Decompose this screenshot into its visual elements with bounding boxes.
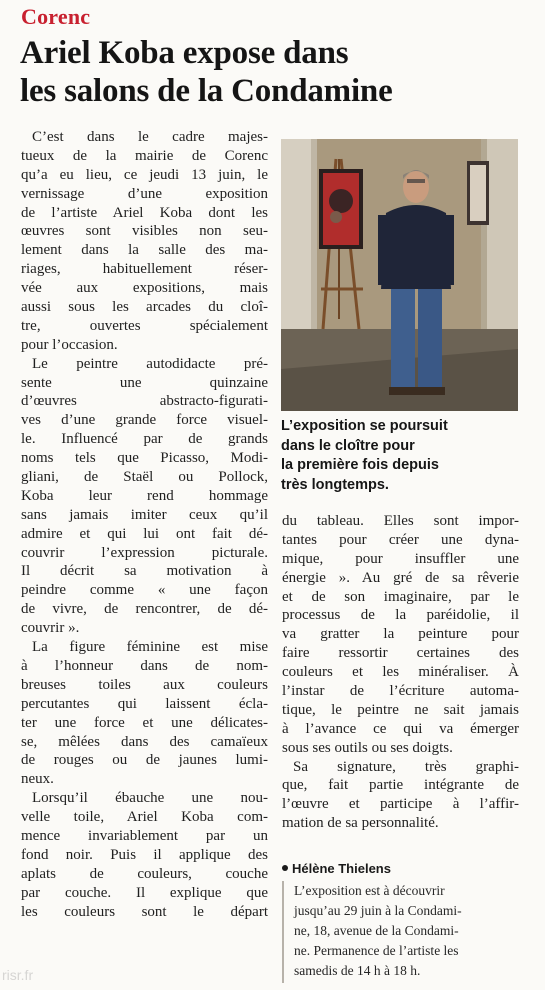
headline	[20, 34, 540, 110]
article-line: l’instar de l’écriture automa-	[282, 683, 519, 700]
article-line: couvrir l’expression picturale.	[21, 544, 268, 561]
article-line: mence invariablement par un	[21, 827, 268, 844]
info-line: jusqu’au 29 juin à la Condami-	[294, 903, 462, 918]
article-line: Sa signature, très graphi-	[293, 758, 519, 775]
headline-line: Ariel Koba expose dans	[20, 35, 349, 71]
article-line: de l’artiste Ariel Koba dont les	[21, 204, 268, 221]
article-line: vée aux expositions, mais	[21, 280, 268, 297]
article-line: C’est dans le cadre majes-	[32, 129, 268, 145]
article-line: tueux de la mairie de Corenc	[21, 147, 268, 164]
article-line: noms tels que Picasso, Modi-	[21, 450, 268, 467]
caption-line: dans le cloître pour	[281, 437, 415, 454]
article-line: ter une force et une délicates-	[21, 714, 268, 731]
article-line: mique, pour insuffler une	[282, 550, 519, 567]
info-line: ne, 18, avenue de la Condami-	[294, 923, 459, 938]
author-byline	[282, 861, 391, 876]
article-line: Koba leur rend hommage	[21, 487, 268, 504]
article-line: à l’honneur dans de nom-	[21, 657, 268, 674]
article-line: faire ressortir certaines des	[282, 645, 519, 662]
article-line: processus de la paréidolie, il	[282, 607, 519, 624]
article-line: les couleurs sont le départ	[21, 903, 268, 920]
article-line: aplats de couleurs, couche	[21, 865, 268, 882]
info-line: ne. Permanence de l’artiste les	[294, 943, 459, 958]
article-line: va gratter la peinture pour	[282, 626, 519, 643]
article-line: admire et qui lui ont fait dé-	[21, 525, 268, 542]
article-line: couvrir ».	[21, 620, 80, 637]
article-line: à l’avance ce qui va émerger	[282, 720, 519, 737]
article-line: œuvres sont visibles non seu-	[21, 223, 268, 240]
article-line: Lorsqu’il ébauche une nou-	[32, 790, 268, 807]
article-line: énergie ». Au gré de sa rêverie	[282, 569, 519, 586]
watermark: risr.fr	[2, 967, 34, 983]
article-column-2	[282, 512, 519, 833]
article-line: lement dans la salle des ma-	[21, 242, 268, 259]
headline-line: les salons de la Condamine	[20, 73, 393, 109]
article-line: mation de sa personnalité.	[282, 815, 439, 832]
article-line: sente une quinzaine	[21, 374, 268, 391]
article-line: breuses toiles aux couleurs	[21, 676, 268, 693]
caption-line: très longtemps.	[281, 476, 389, 493]
info-line: samedis de 14 h à 18 h.	[294, 963, 421, 978]
article-line: neux.	[21, 771, 54, 788]
article-line: tique, le peintre ne sait jamais	[282, 701, 519, 718]
article-line: ves d’une grande force visuel-	[21, 412, 268, 429]
photo-caption	[281, 417, 521, 495]
article-line: sans jamais imiter ceux qu’il	[21, 506, 268, 523]
article-line: du tableau. Elles sont impor-	[282, 513, 519, 529]
article-line: riages, habituellement réser-	[21, 261, 268, 278]
article-line: fond noir. Puis il applique des	[21, 846, 268, 863]
article-line: d’œuvres abstracto-figurati-	[21, 393, 268, 410]
article-line: vernissage d’une exposition	[21, 185, 268, 202]
article-line: peindre comme « une façon	[21, 582, 268, 599]
article-line: qu’a eu lieu, ce jeudi 13 juin, le	[21, 166, 268, 183]
info-line: L’exposition est à découvrir	[294, 883, 445, 898]
article-line: Le peintre autodidacte pré-	[32, 355, 268, 372]
article-line: velle toile, Ariel Koba com-	[21, 809, 268, 826]
author-name: Hélène Thielens	[292, 861, 391, 876]
article-line: de rouges ou de jaunes lumi-	[21, 752, 268, 769]
article-column-1	[21, 128, 268, 921]
article-line: que, fait partie intégrante de	[282, 777, 519, 794]
article-line: tre, ouvertes spécialement	[21, 317, 268, 334]
article-line: tantes pour créer une dyna-	[282, 531, 519, 548]
article-line: se, mêlées dans des camaïeux	[21, 733, 268, 750]
article-line: l’œuvre et participe à l’affir-	[282, 796, 519, 813]
caption-line: la première fois depuis	[281, 457, 439, 474]
practical-info-box	[282, 881, 518, 983]
article-line: Il décrit sa motivation à	[21, 563, 268, 580]
article-line: par couche. Il explique que	[21, 884, 268, 901]
article-line: gliani, de Staël ou Pollock,	[21, 469, 268, 486]
article-line: le. Influencé par de grands	[21, 431, 268, 448]
article-line: et de son imaginaire, par le	[282, 588, 519, 605]
bullet-icon	[282, 865, 288, 871]
article-line: aussi sous les arcades du cloî-	[21, 299, 268, 316]
article-line: La figure féminine est mise	[32, 639, 268, 656]
article-line: de vivre, de rencontrer, de dé-	[21, 601, 268, 618]
article-line: couleurs et les minéraliser. À	[282, 664, 519, 681]
exhibition-photo	[281, 139, 518, 411]
caption-line: L’exposition se poursuit	[281, 418, 448, 434]
article-line: pour l’occasion.	[21, 336, 118, 353]
article-line: sous ses outils ou ses doigts.	[282, 739, 453, 756]
article-line: percutantes qui laissent écla-	[21, 695, 268, 712]
section-kicker: Corenc	[21, 4, 91, 29]
